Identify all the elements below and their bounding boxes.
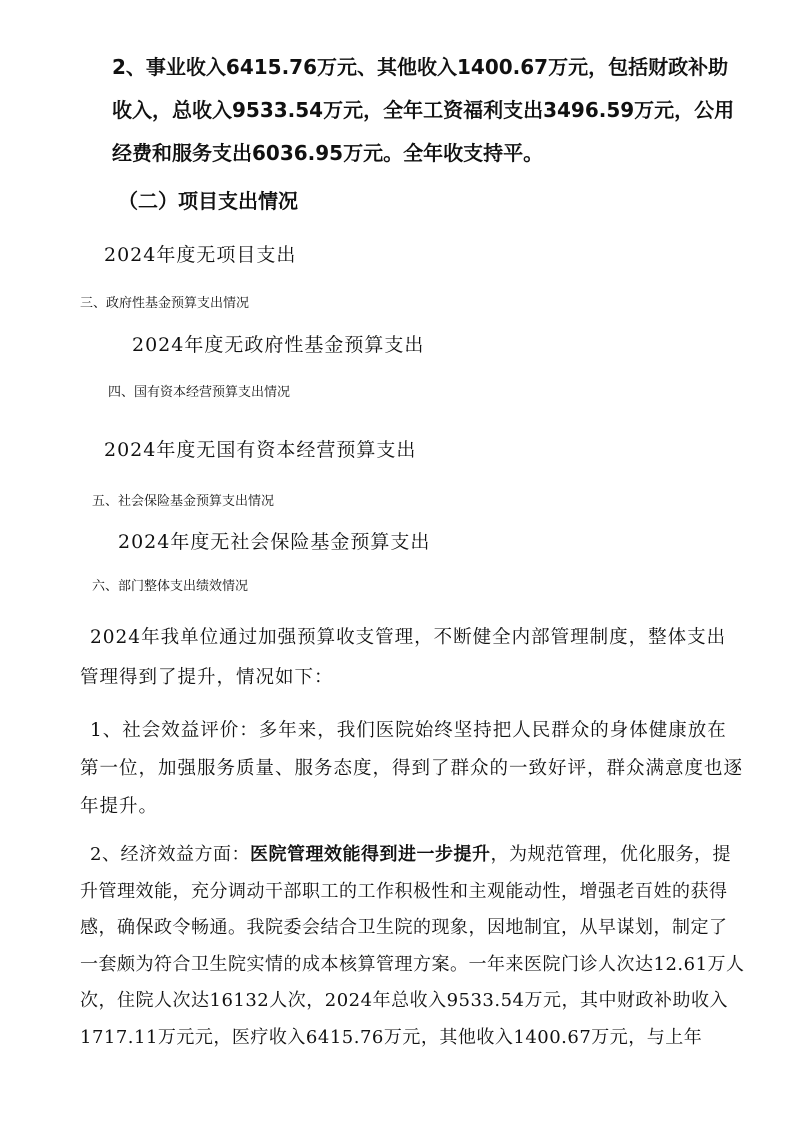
- economic-emphasis: 医院管理效能得到进一步提升: [249, 844, 491, 865]
- performance-heading: 六、部门整体支出绩效情况: [92, 579, 249, 594]
- economic-lead: 2、经济效益方面：: [90, 844, 250, 865]
- project-heading: （二）项目支出情况: [118, 189, 298, 213]
- income-paragraph: [68, 46, 744, 175]
- social-insurance-heading: 五、社会保险基金预算支出情况: [92, 494, 275, 509]
- project-text: 2024年度无项目支出: [104, 244, 297, 266]
- social-benefit-paragraph: 1、社会效益评价：多年来，我们医院始终坚持把人民群众的身体健康放在第一位，加强服务质量、服务态度，得到了群众的一致好评，群众满意度也逐年提升。: [80, 720, 744, 817]
- economic-rest: ，为规范管理，优化服务，提升管理效能，充分调动干部职工的工作积极性和主观能动性，增强老百姓的获得感，确保政令畅通。我院委会结合卫生院的现象，因地制宜，从早谋划，制定了一套颇为符合卫生院实情的成本核算管理方案。一年来医院门诊人次达12.61万人次，住院人次达16132人次，2024年总收入9533.54万元，其中财政补助收入1717.11万元元，医疗收入6415.76万元，其他收入1400.67万元，与上年: [80, 844, 745, 1048]
- performance-intro: 2024年我单位通过加强预算收支管理，不断健全内部管理制度，整体支出管理得到了提升，情况如下：: [80, 627, 727, 688]
- gov-fund-heading: 三、政府性基金预算支出情况: [80, 296, 250, 311]
- income-text: 2、事业收入6415.76万元、其他收入1400.67万元，包括财政补助收入，总收入9533.54万元，全年工资福利支出3496.59万元，公用经费和服务支出6036.95万元。全年收支持平。: [112, 55, 735, 165]
- state-capital-heading: 四、国有资本经营预算支出情况: [108, 385, 291, 400]
- social-insurance-text: 2024年度无社会保险基金预算支出: [118, 531, 431, 553]
- state-capital-text: 2024年度无国有资本经营预算支出: [104, 439, 417, 461]
- gov-fund-text: 2024年度无政府性基金预算支出: [132, 334, 425, 356]
- economic-paragraph: [80, 837, 745, 1056]
